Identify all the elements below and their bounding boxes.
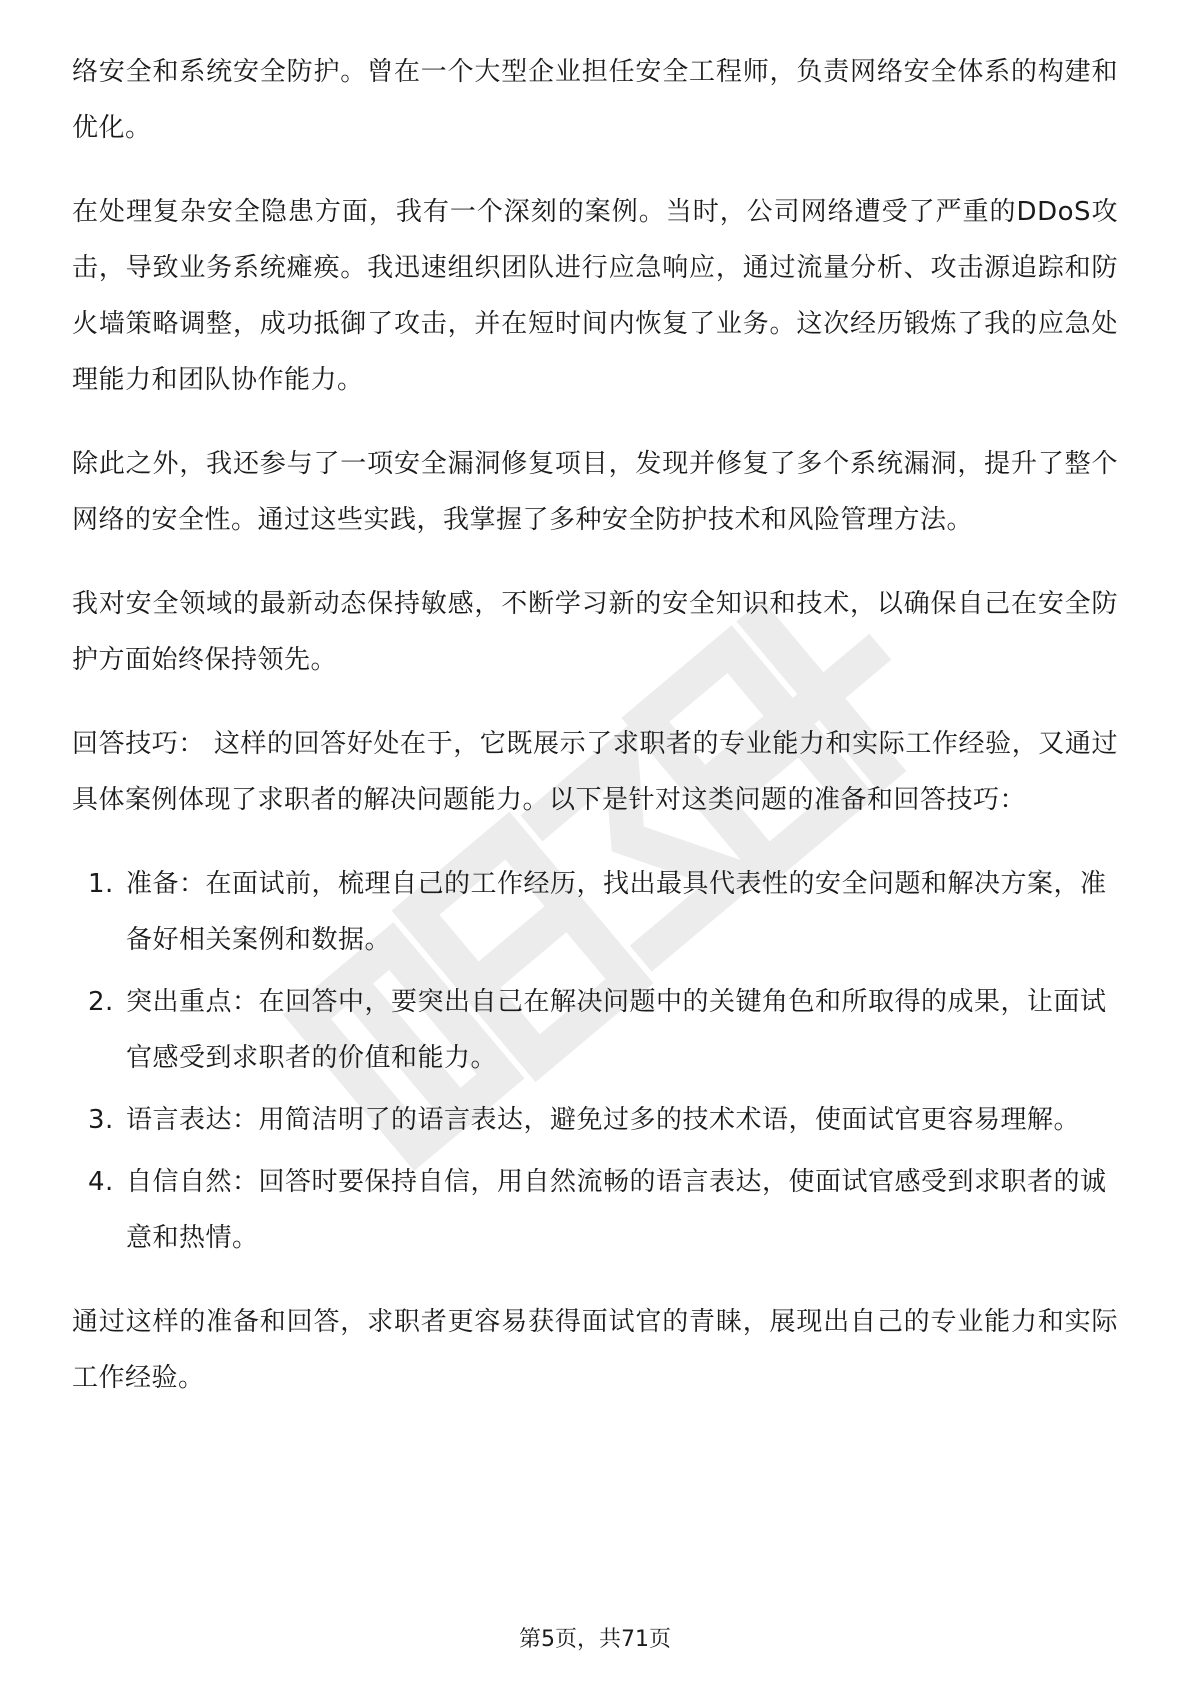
document-body [72, 44, 1118, 1434]
list-item-number: 3. [88, 1105, 114, 1135]
tips-list [72, 856, 1118, 1266]
list-item-text: 自信自然：回答时要保持自信，用自然流畅的语言表达，使面试官感受到求职者的诚意和热情。 [126, 1167, 1107, 1253]
list-item-text: 准备：在面试前，梳理自己的工作经历，找出最具代表性的安全问题和解决方案，准备好相关案例和数据。 [126, 869, 1107, 955]
paragraph-4: 我对安全领域的最新动态保持敏感，不断学习新的安全知识和技术，以确保自己在安全防护方面始终保持领先。 [72, 589, 1118, 675]
list-item-text: 突出重点：在回答中，要突出自己在解决问题中的关键角色和所取得的成果，让面试官感受到求职者的价值和能力。 [126, 987, 1107, 1073]
list-item-number: 2. [88, 987, 114, 1017]
paragraph-3: 除此之外，我还参与了一项安全漏洞修复项目，发现并修复了多个系统漏洞，提升了整个网络的安全性。通过这些实践，我掌握了多种安全防护技术和风险管理方法。 [72, 449, 1118, 535]
closing-paragraph: 通过这样的准备和回答，求职者更容易获得面试官的青睐，展现出自己的专业能力和实际工作经验。 [72, 1307, 1118, 1393]
list-item [72, 1154, 1118, 1266]
paragraph-1: 络安全和系统安全防护。曾在一个大型企业担任安全工程师，负责网络安全体系的构建和优化。 [72, 57, 1118, 143]
list-item [72, 974, 1118, 1086]
paragraph-2: 在处理复杂安全隐患方面，我有一个深刻的案例。当时，公司网络遭受了严重的DDoS攻击，导致业务系统瘫痪。我迅速组织团队进行应急响应，通过流量分析、攻击源追踪和防火墙策略调整，成功抵御了攻击，并在短时间内恢复了业务。这次经历锻炼了我的应急处理能力和团队协作能力。 [72, 197, 1118, 395]
list-item-number: 1. [88, 869, 114, 899]
page-number-footer: 第5页，共71页 [519, 1627, 671, 1652]
paragraph-tips-intro: 回答技巧： 这样的回答好处在于，它既展示了求职者的专业能力和实际工作经验，又通过具体案例体现了求职者的解决问题能力。以下是针对这类问题的准备和回答技巧： [72, 729, 1118, 815]
list-item [72, 856, 1118, 968]
list-item-text: 语言表达：用简洁明了的语言表达，避免过多的技术术语，使面试官更容易理解。 [126, 1105, 1081, 1135]
list-item [72, 1092, 1118, 1148]
list-item-number: 4. [88, 1167, 114, 1197]
